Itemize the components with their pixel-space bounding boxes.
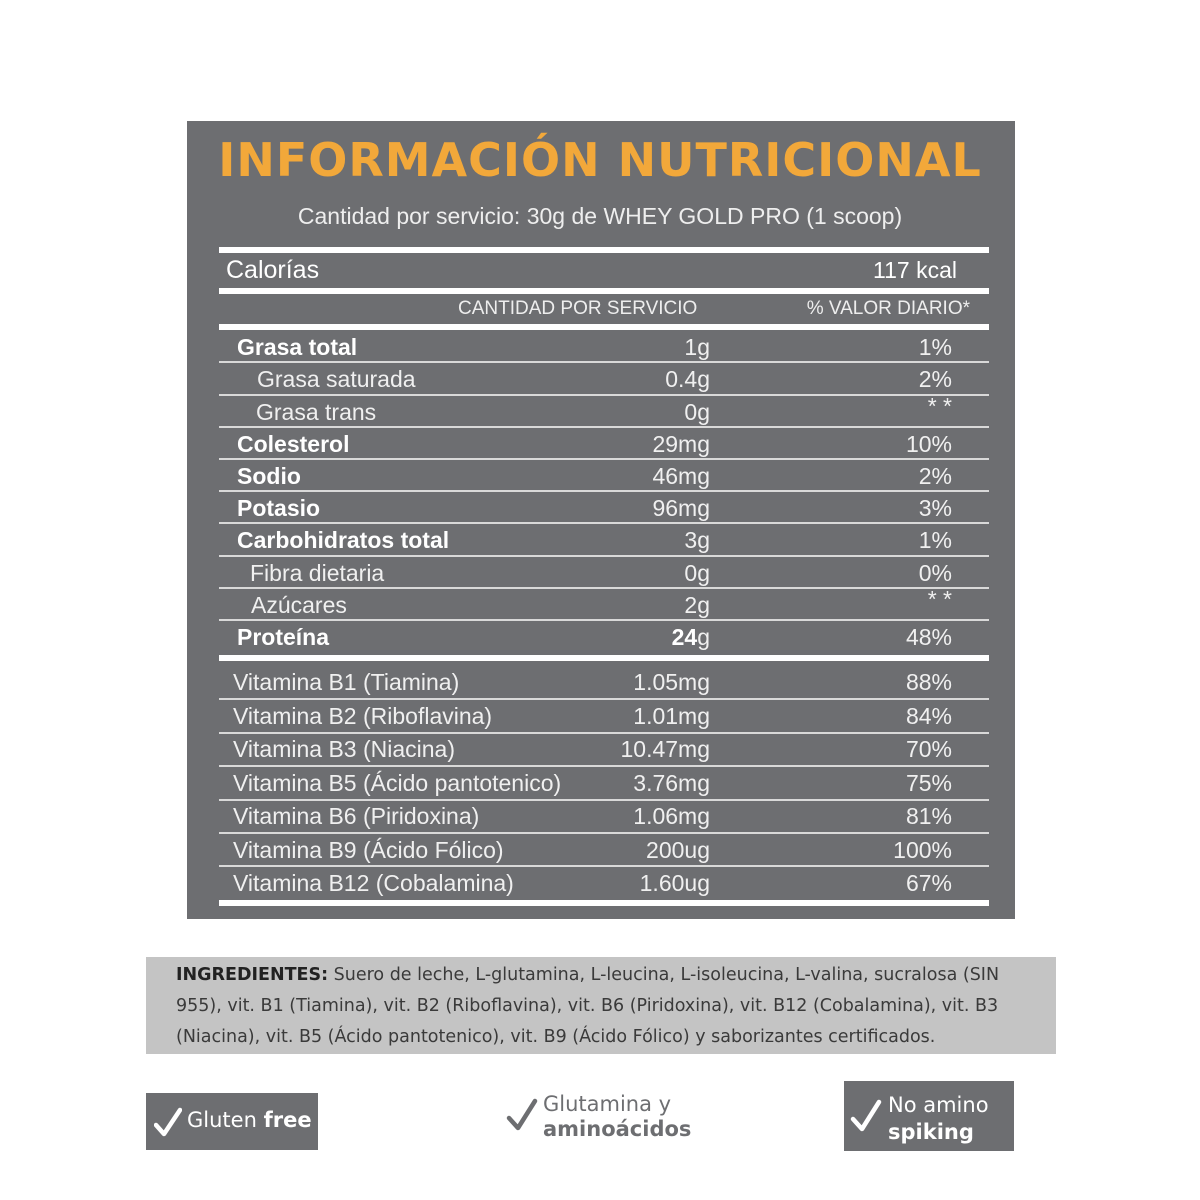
protein-amount-unit: g — [697, 624, 710, 650]
spiking-label-bold: spiking — [888, 1120, 974, 1144]
nutrient-row — [219, 460, 989, 492]
divider — [219, 324, 989, 330]
nutrient-name: Grasa total — [237, 334, 358, 360]
vitamin-row — [219, 666, 989, 698]
protein-amount-value: 24 — [671, 624, 698, 650]
vitamin-name: Vitamina B6 (Piridoxina) — [233, 803, 480, 829]
vitamin-name: Vitamina B2 (Riboflavina) — [233, 703, 493, 729]
divider — [219, 288, 989, 294]
check-icon — [850, 1099, 882, 1133]
nutrient-dv: 1% — [918, 527, 952, 553]
vitamin-amount: 1.01mg — [633, 703, 710, 729]
nutrient-dv: 2% — [918, 366, 952, 392]
vitamin-name: Vitamina B9 (Ácido Fólico) — [233, 837, 504, 863]
nutrient-dv: 48% — [905, 624, 952, 650]
nutrient-amount: 96mg — [652, 495, 710, 521]
vitamin-dv: 75% — [905, 770, 952, 796]
vitamin-dv: 67% — [905, 870, 952, 896]
nutrition-title: INFORMACIÓN NUTRICIONAL — [218, 133, 982, 187]
nutrient-amount: 2g — [684, 592, 710, 618]
nutrient-amount: 46mg — [652, 463, 710, 489]
header-daily-value: % VALOR DIARIO* — [806, 298, 970, 319]
nutrient-name: Azúcares — [251, 592, 347, 618]
nutrient-row — [219, 621, 989, 653]
nutrient-amount: 0g — [684, 560, 710, 586]
vitamin-name: Vitamina B1 (Tiamina) — [233, 669, 460, 695]
vitamin-dv: 88% — [905, 669, 952, 695]
vitamin-name: Vitamina B5 (Ácido pantotenico) — [233, 770, 562, 796]
nutrient-name: Grasa saturada — [257, 366, 416, 392]
nutrient-dv: * * — [927, 393, 952, 419]
spiking-label: No amino — [888, 1093, 989, 1117]
nutrient-row — [219, 524, 989, 556]
check-icon — [154, 1107, 182, 1139]
ingredients-list: Suero de leche, L-glutamina, L-leucina, L-isoleucina, L-valina, sucralosa (SIN 955), vit. B1 (Tiamina), vit. B2 (Riboflavina), vit. B6 (Piridoxina), vit. B12 (Cobalamina), vit. B3 (Niacina), vit. B5 (Ácido pantotenico), vit. B9 (Ácido Fólico) y saborizantes certificados. — [176, 965, 1000, 1047]
vitamin-amount: 1.06mg — [633, 803, 710, 829]
vitamin-dv: 100% — [893, 837, 952, 863]
nutrient-amount: 3g — [684, 527, 710, 553]
nutrient-amount: 29mg — [652, 431, 710, 457]
calories-label: Calorías — [226, 256, 320, 284]
check-icon — [506, 1098, 538, 1132]
nutrient-name: Colesterol — [237, 431, 350, 457]
nutrient-name: Proteína — [237, 624, 330, 650]
nutrient-dv: * * — [927, 586, 952, 612]
vitamin-dv: 84% — [905, 703, 952, 729]
vitamin-amount: 1.05mg — [633, 669, 710, 695]
nutrient-name: Potasio — [237, 495, 321, 521]
vitamin-row — [219, 800, 989, 832]
nutrient-row — [219, 586, 989, 621]
glutamine-label-bold: aminoácidos — [543, 1117, 692, 1141]
vitamin-amount: 200ug — [646, 837, 710, 863]
nutrient-dv: 0% — [918, 560, 952, 586]
nutrient-dv: 3% — [918, 495, 952, 521]
vitamin-name: Vitamina B3 (Niacina) — [233, 736, 456, 762]
vitamin-dv: 81% — [905, 803, 952, 829]
vitamin-name: Vitamina B12 (Cobalamina) — [233, 870, 514, 896]
no-amino-spiking-badge — [844, 1081, 1014, 1151]
gluten-free-badge — [146, 1093, 318, 1150]
divider — [219, 247, 989, 253]
nutrient-name: Fibra dietaria — [250, 560, 385, 586]
nutrient-dv: 10% — [905, 431, 952, 457]
gluten-label: Gluten free — [187, 1108, 312, 1132]
ingredients-label: INGREDIENTES: — [176, 965, 329, 985]
divider — [219, 655, 989, 661]
nutrient-amount — [672, 621, 710, 653]
vitamin-amount: 10.47mg — [620, 736, 710, 762]
vitamin-row — [219, 700, 989, 732]
vitamin-row — [219, 867, 989, 899]
nutrient-row — [219, 363, 989, 395]
nutrient-name: Sodio — [237, 463, 301, 489]
nutrient-name: Carbohidratos total — [237, 527, 450, 553]
nutrient-amount: 0g — [684, 399, 710, 425]
serving-size: Cantidad por servicio: 30g de WHEY GOLD PRO (1 scoop) — [297, 203, 903, 229]
ingredients-text — [176, 960, 1036, 1053]
nutrient-row — [219, 331, 989, 363]
glutamine-label: Glutamina y — [543, 1092, 672, 1116]
vitamin-dv: 70% — [905, 736, 952, 762]
nutrient-row — [219, 557, 989, 589]
nutrient-amount: 0.4g — [665, 366, 710, 392]
nutrient-name: Grasa trans — [256, 399, 377, 425]
vitamin-amount: 1.60ug — [639, 870, 710, 896]
vitamin-row — [219, 767, 989, 799]
header-amount: CANTIDAD POR SERVICIO — [458, 298, 698, 319]
nutrient-dv: 1% — [918, 334, 952, 360]
nutrient-amount: 1g — [684, 334, 710, 360]
divider — [219, 900, 989, 906]
nutrient-row — [219, 393, 989, 428]
nutrient-dv: 2% — [918, 463, 952, 489]
vitamin-row — [219, 733, 989, 765]
calories-value: 117 kcal — [873, 257, 957, 283]
nutrient-row — [219, 492, 989, 524]
nutrient-row — [219, 428, 989, 460]
ingredients-box — [146, 957, 1056, 1054]
vitamin-amount: 3.76mg — [633, 770, 710, 796]
vitamin-row — [219, 834, 989, 866]
glutamine-badge — [505, 1088, 705, 1148]
